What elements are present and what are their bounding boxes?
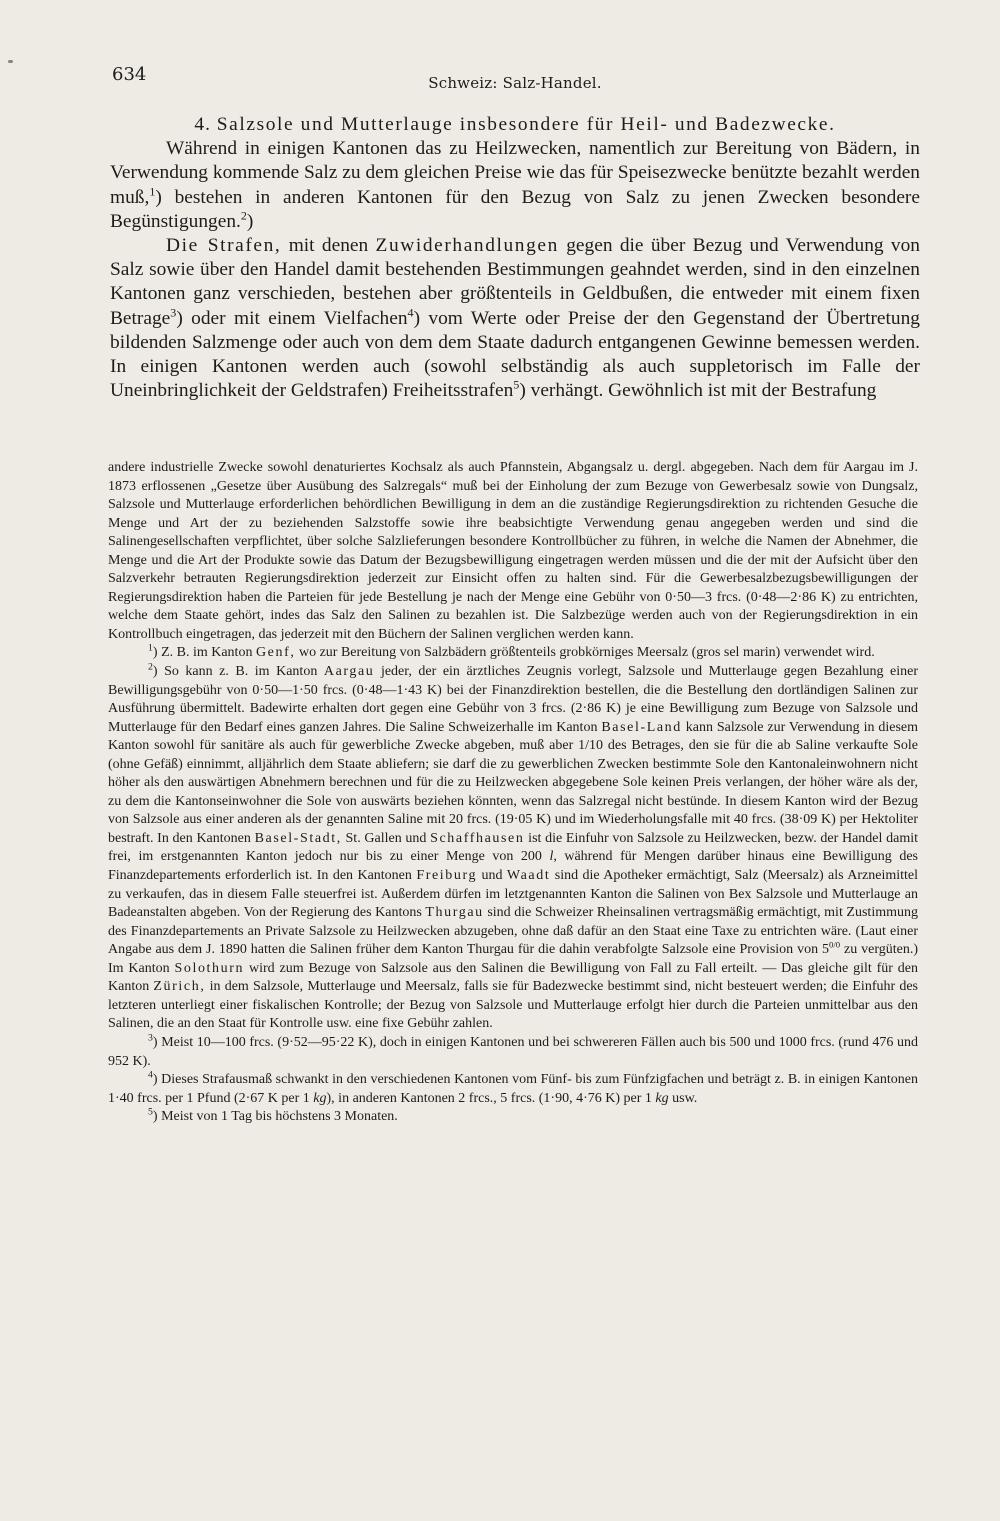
percent-sign: 0/0 [829, 939, 841, 950]
paragraph-1: Während in einigen Kantonen das zu Heilzwecken, namentlich zur Bereitung von Bädern, in Verwendung kommende Salz zu dem gleichen Preise wie das für Speisezwecke benützte bezahlt werden muß,$^1$) bestehen in anderen Kantonen für den Bezug von Salz zu jenen Zwecken besondere Begünstigungen.$^2$) [110, 138, 920, 232]
section-title: Salzsole und Mutterlauge insbesondere für Heil- und Badezwecke. [216, 114, 836, 135]
footnote-4: $^4$) Dieses Strafausmaß schwankt in den verschiedenen Kantonen vom Fünf- bis zum Fünfzigfachen und beträgt z. B. in einigen Kantonen 1·40 frcs. per 1 Pfund (2·67 K per 1 kg), in anderen Kantonen 2 frcs., 5 frcs. (1·90, 4·76 K) per 1 kg usw. [108, 1069, 918, 1106]
footnote-ref-2[interactable]: 2 [240, 208, 247, 223]
running-head: Schweiz: Salz-Handel. [428, 74, 602, 92]
footnote-1: $^1$) Z. B. im Kanton Genf, wo zur Bereitung von Salzbädern größtenteils grobkörniges Meersalz (gros sel marin) verwendet wird. [148, 642, 875, 661]
footnotes [108, 459, 918, 1127]
footnote-ref-4[interactable]: 4 [407, 305, 414, 320]
footnote-5: $^5$) Meist von 1 Tag bis höchstens 3 Monaten. [148, 1106, 398, 1125]
paper-speck [8, 60, 13, 63]
unit-liter: l [549, 849, 554, 865]
footnote-3: $^3$) Meist 10—100 frcs. (9·52—95·22 K), doch in einigen Kantonen und bei schwereren Fällen auch bis 500 und 1000 frcs. (rund 476 und 952 K). [108, 1032, 918, 1069]
footnote-2: $^2$) So kann z. B. im Kanton Aargau jeder, der ein ärztliches Zeugnis vorlegt, Salzsole und Mutterlauge gegen Bezahlung einer Bewilligungsgebühr von 0·50—1·50 frcs. (0·48—1·43 K) bei der Finanzdirektion bestellen, die die Bestellung den dortländigen Salinen zur Ausführung übermittelt. Badewirte erhalten dort gegen eine Gebühr von 3 frcs. (2·86 K) je eine Bewilligung zum Bezuge von Salzsole und Mutterlauge für den Bedarf eines ganzen Jahres. Die Saline Schweizerhalle im Kanton Basel-Land kann Salzsole zur Verwendung in diesem Kanton sowohl für sanitäre als auch für gewerbliche Zwecke abgeben, muß aber 1/10 des Betrages, den sie für die ab Saline verkaufte Sole (ohne Gefäß) einnimmt, alljährlich dem Staate abliefern; sie darf die zu gewerblichen Zwecken bestimmte Sole den Kantonaleinwohnern nicht höher als den auswärtigen Abnehmern berechnen und für die zu Heilzwecken abgegebene Sole keinen Preis verlangen, der höher wäre als der, zu dem die Kantonseinwohner die Sole von auswärts beziehen könnten, wenn das Salzregal nicht bestünde. In diesem Kanton wird der Bezug von Salzsole aus einer anderen als der genannten Saline mit 20 frcs. (19·05 K) und im Wiederholungsfalle mit 40 frcs. (38·09 K) per Hektoliter bestraft. In den Kantonen Basel-Stadt, St. Gallen und Schaffhausen ist die Einfuhr von Salzsole zu Heilzwecken, bezw. der Handel damit frei, im erstgenannten Kanton jedoch nur bis zu einer Menge von 200 l, während für Mengen darüber hinaus eine Bewilligung des Finanzdepartements erforderlich ist. In den Kantonen Freiburg und Waadt sind die Apotheker ermächtigt, Salz (Meersalz) als Arzneimittel zu verkaufen, das in diesem Falle steuerfrei ist. Außerdem dürfen im letztgenannten Kanton die Salinen von Bex Salzsole und Mutterlauge an Badeanstalten abgeben. Von der Regierung des Kantons Thurgau sind die Schweizer Rheinsalinen vertragsmäßig ermächtigt, mit Zustimmung des Finanzdepartements an Private Salzsole zu Heilzwecken abzugeben, ohne daß dafür an den Staat eine Taxe zu entrichten wäre. (Laut einer Angabe aus dem J. 1890 hatten die Salinen früher dem Kanton Thurgau für die dahin verabfolgte Salzsole eine Provision von $5^{0/0}$ zu vergüten.) Im Kanton Solothurn wird zum Bezuge von Salzsole aus den Salinen die Bewilligung von Fall zu Fall erteilt. — Das gleiche gilt für den Kanton Zürich, in dem Salzsole, Mutterlauge und Meersalz, falls sie für Badezwecke bestimmt sind, nicht besteuert werden; die Einfuhr des letzteren unterliegt einer fiskalischen Kontrolle; der Bezug von Salzsole und Mutterlauge erfolgt hier durch die Parteien unmittelbar aus den Salinen, die an den Staat für Kontrolle usw. eine fixe Gebühr zahlen. [108, 661, 919, 1032]
paragraph-2: Die Strafen, mit denen Zuwiderhandlungen gegen die über Bezug und Verwendung von Salz sowie über den Handel damit bestehenden Bestimmungen geahndet werden, sind in den einzelnen Kantonen ganz verschieden, bestehen aber größtenteils in Geldbußen, die entweder mit einem fixen Betrage$^3$) oder mit einem Vielfachen$^4$) vom Werte oder Preise der den Gegenstand der Übertretung bildenden Salzmenge oder auch von dem dem Staate dadurch entgangenen Gewinne bemessen werden. In einigen Kantonen werden auch (sowohl selbständig als auch suppletorisch im Falle der Uneinbringlichkeit der Geldstrafen) Freiheitsstrafen$^5$) verhängt. Gewöhnlich ist mit der Bestrafung [110, 235, 920, 402]
footnote-ref-5[interactable]: 5 [513, 377, 520, 392]
unit-kg: kg [313, 1090, 327, 1106]
footnote-ref-3[interactable]: 3 [170, 305, 177, 320]
fraction-one-tenth: 1/10 [578, 738, 603, 754]
footnote-ref-1[interactable]: 1 [149, 184, 156, 199]
footnote-continuation: andere industrielle Zwecke sowohl denaturiertes Kochsalz als auch Pfannstein, Abgangsalz u. dergl. abgegeben. Nach dem für Aargau im J. 1873 erflossenen „Gesetze über Ausübung des Salzregals“ muß bei der Einholung der zum Bezuge von Gewerbesalz sowie von Dungsalz, Salzsole und Mutterlauge erforderlichen behördlichen Bewilligung in dem an die zuständige Regierungsdirektion zu richtenden Gesuche die Menge und Art der zu beziehenden Salzstoffe sowie ihre beabsichtigte Verwendung genau angegeben werden und sind die Salinengesellschaften verpflichtet, über solche Salzlieferungen besondere Kontrollbücher zu führen, in welche die Namen der Abnehmer, die Menge und die Art der Produkte sowie das Datum der Bezugsbewilligung eingetragen werden müssen und die der mit der Aufsicht über den Salzverkehr betrauten Regierungsdirektion jederzeit zur Einsicht offen zu halten sind. Für die Gewerbesalzbezugsbewilligungen der Regierungsdirektion haben die Parteien für jede Bestellung je nach der Menge eine Gebühr von 0·50—3 frcs. (0·48—2·86 K) zu entrichten, welche dem Staate gehört, indes das Salz den Salinen zu bezahlen ist. Die Salzbezüge werden auch von der Regierungsdirektion in ein Kontrollbuch eingetragen, das jederzeit mit den Büchern der Salinen verglichen werden kann. [108, 460, 918, 642]
unit-kg: kg [655, 1090, 669, 1106]
page-number: 634 [112, 64, 147, 85]
section-heading [110, 113, 920, 137]
section-number: 4. [194, 114, 211, 135]
main-text [110, 113, 920, 403]
page-header [112, 64, 918, 94]
